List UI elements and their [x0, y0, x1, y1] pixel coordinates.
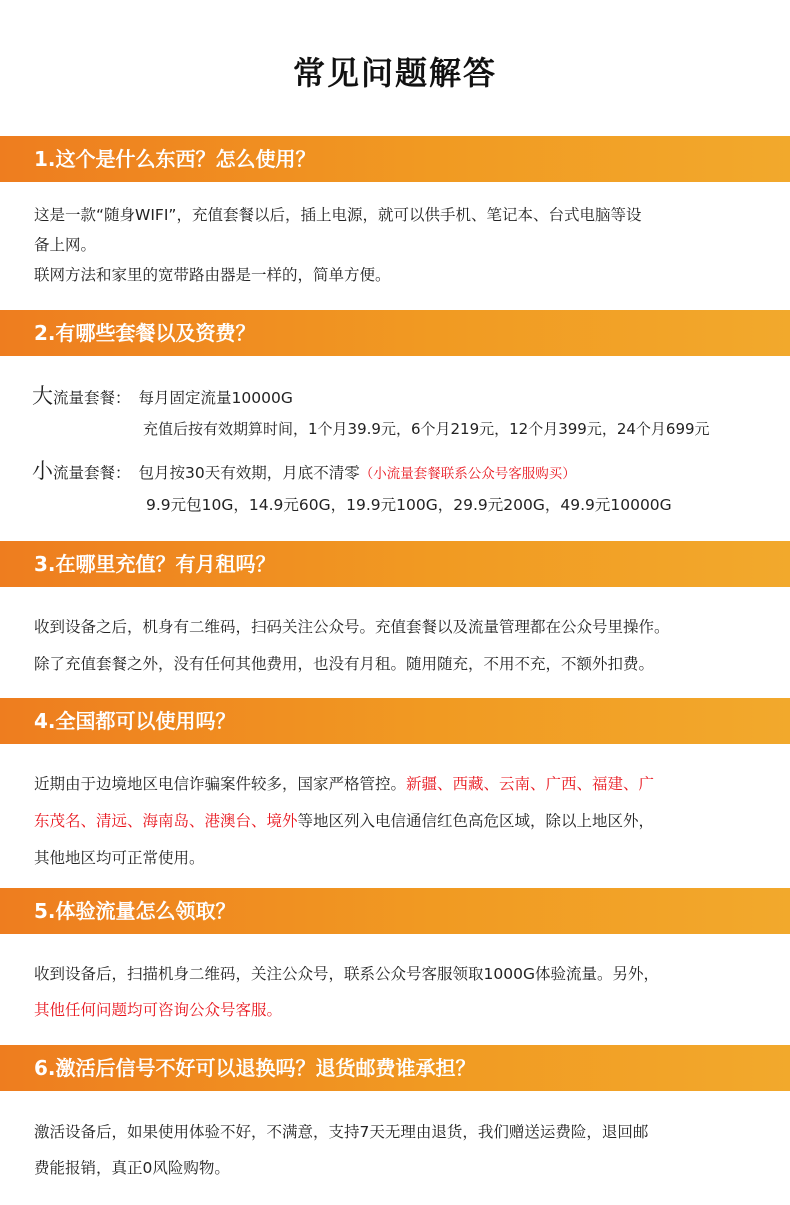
page-title: 常见问题解答 [292, 54, 497, 92]
section-4-line-2 [34, 809, 654, 831]
section-4-line-2-plain: 等地区列入电信通信红色高危区域，除以上地区外， [297, 812, 655, 830]
big-package-desc: 每月固定流量10000G [138, 389, 293, 407]
section-4-heading: 4.全国都可以使用吗？ [0, 698, 790, 744]
small-package-note: （小流量套餐联系公众号客服购买） [359, 466, 576, 482]
section-1-paragraph-1a: 这是一款“随身WIFI”，充值套餐以后，插上电源，就可以供手机、笔记本、台式电脑等设 [34, 206, 642, 224]
big-package-label: 流量套餐： [53, 389, 131, 407]
section-5-paragraph-1: 收到设备后，扫描机身二维码，关注公众号，联系公众号客服领取1000G体验流量。另外， [34, 965, 659, 983]
section-5-paragraph-2: 其他任何问题均可咨询公众号客服。 [34, 1001, 283, 1019]
restricted-regions-1: 新疆、西藏、云南、广西、福建、广 [406, 775, 655, 793]
big-package-price: 充值后按有效期算时间，1个月39.9元，6个月219元，12个月399元，24个月699元 [143, 420, 710, 438]
section-4-line-1 [34, 772, 654, 794]
section-3-heading: 3.在哪里充值？有月租吗？ [0, 541, 790, 587]
section-4-line-3: 其他地区均可正常使用。 [34, 849, 205, 867]
small-package-desc: 包月按30天有效期，月底不清零 [138, 464, 360, 482]
small-package-char: 小 [32, 459, 53, 483]
section-3-paragraph-2: 除了充值套餐之外，没有任何其他费用，也没有月租。随用随充，不用不充，不额外扣费。 [34, 655, 655, 673]
section-6-heading: 6.激活后信号不好可以退换吗？退货邮费谁承担？ [0, 1045, 790, 1091]
section-6-paragraph-1: 激活设备后，如果使用体验不好，不满意，支持7天无理由退货，我们赠送运费险，退回邮 [34, 1123, 649, 1141]
restricted-regions-2: 东茂名、清远、海南岛、港澳台、境外 [34, 812, 298, 830]
section-2-heading: 2.有哪些套餐以及资费？ [0, 310, 790, 356]
section-3-paragraph-1: 收到设备之后，机身有二维码，扫码关注公众号。充值套餐以及流量管理都在公众号里操作。 [34, 618, 670, 636]
section-6-paragraph-2: 费能报销，真正0风险购物。 [34, 1159, 230, 1177]
big-package-row [32, 380, 293, 410]
small-package-price: 9.9元包10G，14.9元60G，19.9元100G，29.9元200G，49.9元10000G [146, 496, 672, 514]
small-package-row [32, 455, 576, 485]
section-4-line-1-plain: 近期由于边境地区电信诈骗案件较多，国家严格管控。 [34, 775, 407, 793]
section-1-heading: 1.这个是什么东西？怎么使用？ [0, 136, 790, 182]
section-5-heading: 5.体验流量怎么领取？ [0, 888, 790, 934]
section-1-paragraph-1b: 备上网。 [34, 236, 97, 254]
big-package-char: 大 [32, 384, 53, 408]
small-package-label: 流量套餐： [53, 464, 131, 482]
section-1-paragraph-2: 联网方法和家里的宽带路由器是一样的，简单方便。 [34, 266, 391, 284]
